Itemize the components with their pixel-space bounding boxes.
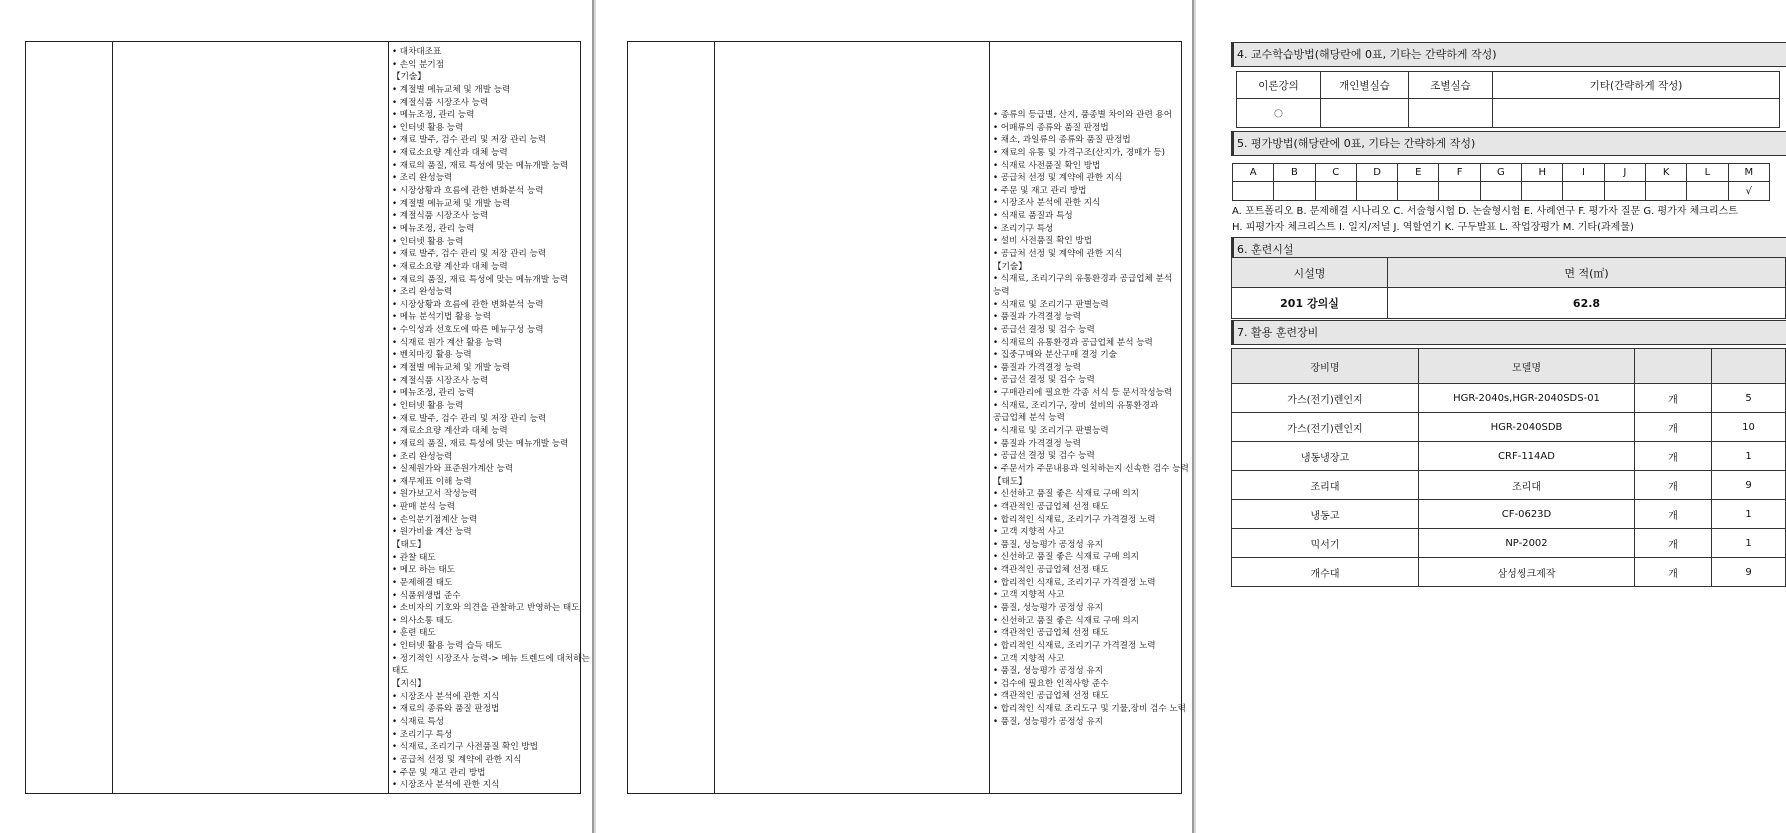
page2-line: • 식재료의 유통환경과 공급업체 분석 능력	[993, 337, 1153, 348]
page1-line: • 훈련 태도	[392, 628, 436, 639]
evaluation-letter-cell: D	[1356, 164, 1397, 182]
page1-line: • 시장상황과 흐름에 관한 변화분석 능력	[392, 299, 544, 310]
evaluation-mark-cell: √	[1728, 182, 1769, 201]
facility-area-cell: 62.8	[1388, 288, 1786, 319]
page-gutter-2	[1192, 0, 1196, 833]
page2-line: • 시장조사 분석에 관한 지식	[993, 198, 1101, 209]
page1-line: • 식품위생법 준수	[392, 590, 461, 601]
evaluation-legend-line-2: H. 피평가자 체크리스트 I. 일지/저널 J. 역할연기 K. 구두발표 L. 작업장평가 M. 기타(과제물)	[1232, 222, 1634, 233]
equipment-row	[1232, 413, 1786, 442]
page1-line: 【지식】	[392, 679, 426, 690]
page1-table	[25, 41, 590, 794]
page1-line: • 식재료, 조리기구 사전품질 확인 방법	[392, 742, 538, 753]
page2-line: • 구매관리에 필요한 각종 서식 등 문서작성능력	[993, 388, 1173, 399]
page2-line: • 어패류의 종류와 품질 판정법	[993, 122, 1109, 133]
equipment-model-cell: HGR-2040s,HGR-2040SDS-01	[1419, 384, 1635, 413]
page2-line: • 신선하고 품질 좋은 식재료 구매 의지	[993, 489, 1139, 500]
evaluation-letter-cell: C	[1315, 164, 1356, 182]
page2-line: 【기술】	[993, 261, 1027, 272]
page2-line: • 주문서가 주문내용과 일치하는지 신속한 검수 능력	[993, 463, 1189, 474]
page2-line: • 객관적인 공급업체 선정 태도	[993, 565, 1109, 576]
page1-line: • 조리 완성능력	[392, 287, 453, 298]
equipment-header-name: 장비명	[1232, 349, 1419, 384]
page2-line: • 주문 및 재고 관리 방법	[993, 185, 1087, 196]
equipment-row	[1232, 529, 1786, 558]
equipment-qty-cell: 1	[1712, 442, 1786, 471]
evaluation-letter-cell: E	[1398, 164, 1439, 182]
page2-line: • 품질과 가격결정 능력	[993, 362, 1081, 373]
equipment-qty-cell: 5	[1712, 384, 1786, 413]
equipment-row	[1232, 558, 1786, 587]
equipment-model-cell: NP-2002	[1419, 529, 1635, 558]
evaluation-letter-cell: M	[1728, 164, 1769, 182]
page2-line: • 품질, 성능평가 공정성 유지	[993, 716, 1104, 727]
equipment-model-cell: HGR-2040SDB	[1419, 413, 1635, 442]
page2-table	[627, 41, 1189, 794]
evaluation-letter-cell: B	[1274, 164, 1315, 182]
equipment-header-unit	[1635, 349, 1712, 384]
section5-title-text: 5. 평가방법(해당란에 0표, 기타는 간략하게 작성)	[1237, 137, 1476, 150]
equipment-qty-cell: 10	[1712, 413, 1786, 442]
page1-line: • 계절식품 시장조사 능력	[392, 97, 489, 108]
page2-line: • 고객 지향적 사고	[993, 653, 1065, 664]
page1-line: • 재료소요량 계산과 대체 능력	[392, 261, 508, 272]
page1-line: • 계절별 메뉴교체 및 개발 능력	[392, 84, 511, 95]
page2-line: • 식재료, 조리기구의 유통환경과 공급업체 분석	[993, 274, 1173, 285]
evaluation-letter-cell: G	[1480, 164, 1521, 182]
page1-line: • 조리 완성능력	[392, 173, 453, 184]
equipment-qty-cell: 1	[1712, 500, 1786, 529]
method-mark-other	[1493, 99, 1780, 128]
teaching-method-table	[1236, 71, 1780, 128]
page1-line: • 주문 및 재고 관리 방법	[392, 767, 486, 778]
method-mark-lecture: ○	[1237, 99, 1321, 128]
evaluation-mark-cell	[1356, 182, 1397, 201]
evaluation-mark-cell	[1480, 182, 1521, 201]
method-mark-individual	[1321, 99, 1409, 128]
evaluation-mark-cell	[1439, 182, 1480, 201]
page1-line: • 재료의 품질, 재료 특성에 맞는 메뉴개발 능력	[392, 160, 569, 171]
page1-line: • 재료 발주, 검수 관리 및 저장 관리 능력	[392, 135, 547, 146]
page1-line: • 조리 완성능력	[392, 451, 453, 462]
page2-line: • 품질과 가격결정 능력	[993, 312, 1081, 323]
page2-line: • 품질, 성능평가 공정성 유지	[993, 666, 1104, 677]
evaluation-mark-cell	[1604, 182, 1645, 201]
page2-line: • 재료의 유통 및 가격구조(산지가, 경매가 등)	[993, 147, 1166, 158]
evaluation-mark-cell	[1315, 182, 1356, 201]
page2-col-divider-1	[714, 42, 715, 793]
page1-line: • 계절별 메뉴교체 및 개발 능력	[392, 198, 511, 209]
equipment-row	[1232, 500, 1786, 529]
equipment-model-cell: 조리대	[1419, 471, 1635, 500]
page2-line: 공급업체 분석 능력	[993, 413, 1065, 424]
page1-line: • 수익성과 선호도에 따른 메뉴구성 능력	[392, 325, 544, 336]
page2-line: • 고객 지향적 사고	[993, 590, 1065, 601]
section7-title-text: 7. 활용 훈련장비	[1237, 326, 1319, 339]
equipment-row	[1232, 471, 1786, 500]
page1-line: • 재료소요량 계산과 대체 능력	[392, 148, 508, 159]
page1-line: • 인터넷 활용 능력	[392, 400, 464, 411]
page2-line: • 식재료 및 조리기구 판별능력	[993, 299, 1109, 310]
page1-col-divider-1	[112, 42, 113, 793]
page1-line: 태도	[392, 666, 409, 677]
evaluation-letter-cell: K	[1645, 164, 1686, 182]
page2-line: • 합리적인 식재료, 조리기구 가격결정 노력	[993, 577, 1156, 588]
facility-header-area: 면 적(㎡)	[1388, 258, 1786, 288]
page1-line: • 시장조사 분석에 관한 지식	[392, 780, 500, 791]
page2-line: 【태도】	[993, 476, 1027, 487]
page1-line: • 대차대조표	[392, 47, 442, 57]
equipment-row	[1232, 384, 1786, 413]
page2-line: 능력	[993, 286, 1010, 297]
evaluation-letter-cell: A	[1233, 164, 1274, 182]
section4-title-text: 4. 교수학습방법(해당란에 0표, 기타는 간략하게 작성)	[1237, 48, 1497, 61]
page1-line: • 메뉴조정, 관리 능력	[392, 110, 475, 121]
facility-header-name: 시설명	[1232, 258, 1388, 288]
equipment-header-model: 모델명	[1419, 349, 1635, 384]
page1-line: 【태도】	[392, 539, 426, 550]
page2-line: • 합리적인 식재료 조리도구 및 기물,장비 검수 노력	[993, 704, 1186, 715]
method-header-other: 기타(간략하게 작성)	[1493, 72, 1780, 99]
page2-line: • 식재료 사전품질 확인 방법	[993, 160, 1101, 171]
page2-line: • 신선하고 품질 좋은 식재료 구매 의지	[993, 552, 1139, 563]
page1-line: • 계절식품 시장조사 능력	[392, 375, 489, 386]
page1-line: • 손익분기점계산 능력	[392, 514, 478, 525]
page2-line: • 품질과 가격결정 능력	[993, 438, 1081, 449]
page1-line: • 원가비율 계산 능력	[392, 527, 472, 538]
page1-line: • 재무제표 이해 능력	[392, 476, 472, 487]
page2-line: • 공급선 결정 및 검수 능력	[993, 324, 1095, 335]
equipment-model-cell: CRF-114AD	[1419, 442, 1635, 471]
section4-title	[1231, 42, 1786, 67]
page2-line: • 공급처 선정 및 계약에 관한 지식	[993, 173, 1123, 184]
page2-line: • 설비 사전품질 확인 방법	[993, 236, 1093, 247]
evaluation-letter-cell: L	[1687, 164, 1728, 182]
page2-line: • 조리기구 특성	[993, 223, 1054, 234]
equipment-unit-cell: 개	[1635, 413, 1712, 442]
page1-line: • 재료 발주, 검수 관리 및 저장 관리 능력	[392, 413, 547, 424]
page2-line: • 품질, 성능평가 공정성 유지	[993, 602, 1104, 613]
page2-line: • 식재료 품질과 특성	[993, 211, 1073, 222]
page1-line: • 정기적인 시장조사 능력-> 메뉴 트렌드에 대처하는	[392, 653, 590, 664]
equipment-name-cell: 가스(전기)렌인지	[1232, 384, 1419, 413]
page1-line: • 메뉴 분석기법 활용 능력	[392, 312, 492, 323]
page2-content-list	[993, 109, 1189, 728]
evaluation-letter-cell: F	[1439, 164, 1480, 182]
equipment-model-cell: 삼성씽크제작	[1419, 558, 1635, 587]
page1-line: • 재료의 품질, 재료 특성에 맞는 메뉴개발 능력	[392, 274, 569, 285]
page1-line: • 손익 분기점	[392, 59, 445, 70]
evaluation-legend-line-1: A. 포트폴리오 B. 문제해결 시나리오 C. 서술형시험 D. 논술형시험 E. 사례연구 F. 평가자 질문 G. 평가자 체크리스트	[1232, 206, 1738, 217]
equipment-unit-cell: 개	[1635, 442, 1712, 471]
facility-table	[1231, 257, 1786, 319]
equipment-row	[1232, 442, 1786, 471]
section7-title	[1231, 320, 1786, 345]
evaluation-method-table	[1232, 163, 1770, 201]
method-header-group: 조별실습	[1409, 72, 1493, 99]
page1-line: • 시장조사 분석에 관한 지식	[392, 691, 500, 702]
page1-line: • 메뉴조정, 관리 능력	[392, 388, 475, 399]
page1-line: • 재료소요량 계산과 대체 능력	[392, 426, 508, 437]
page2-col-divider-2	[989, 42, 990, 793]
page1-line: • 식재료 특성	[392, 716, 445, 727]
page2-line: • 합리적인 식재료, 조리기구 가격결정 노력	[993, 514, 1156, 525]
evaluation-mark-cell	[1645, 182, 1686, 201]
evaluation-mark-cell	[1274, 182, 1315, 201]
evaluation-letter-cell: I	[1563, 164, 1604, 182]
facility-name-cell: 201 강의실	[1232, 288, 1388, 319]
page1-line: • 인터넷 활용 능력	[392, 236, 464, 247]
equipment-qty-cell: 9	[1712, 558, 1786, 587]
page1-col-divider-2	[388, 42, 389, 793]
page1-line: • 재료의 품질, 재료 특성에 맞는 메뉴개발 능력	[392, 438, 569, 449]
equipment-name-cell: 믹서기	[1232, 529, 1419, 558]
evaluation-letter-cell: J	[1604, 164, 1645, 182]
section5-title	[1231, 131, 1786, 156]
page2-line: • 신선하고 품질 좋은 식재료 구매 의지	[993, 615, 1139, 626]
evaluation-mark-cell	[1233, 182, 1274, 201]
evaluation-mark-cell	[1687, 182, 1728, 201]
equipment-name-cell: 조리대	[1232, 471, 1419, 500]
equipment-unit-cell: 개	[1635, 384, 1712, 413]
page1-line: • 공급처 선정 및 계약에 관한 지식	[392, 754, 522, 765]
evaluation-mark-cell	[1522, 182, 1563, 201]
equipment-qty-cell: 9	[1712, 471, 1786, 500]
page1-line: • 인터넷 활용 능력	[392, 122, 464, 133]
page1-line: • 인터넷 활용 능력 습득 태도	[392, 641, 503, 652]
page2-line: • 종류의 등급별, 산지, 품종별 차이와 관련 용어	[993, 110, 1173, 120]
page1-line: • 식재료 원가 계산 활용 능력	[392, 337, 503, 348]
page1-line: • 메모 하는 태도	[392, 565, 456, 576]
equipment-name-cell: 냉동냉장고	[1232, 442, 1419, 471]
page1-line: • 판매 분석 능력	[392, 502, 456, 513]
page-gutter-1	[592, 0, 596, 833]
equipment-header-qty	[1712, 349, 1786, 384]
page2-line: • 공급처 선정 및 계약에 관한 지식	[993, 249, 1123, 260]
equipment-model-cell: CF-0623D	[1419, 500, 1635, 529]
method-header-individual: 개인별실습	[1321, 72, 1409, 99]
page2-line: • 식재료, 조리기구, 장비 설비의 유통환경과	[993, 400, 1159, 411]
equipment-unit-cell: 개	[1635, 471, 1712, 500]
equipment-unit-cell: 개	[1635, 558, 1712, 587]
evaluation-mark-cell	[1563, 182, 1604, 201]
page2-line: • 객관적인 공급업체 선정 태도	[993, 501, 1109, 512]
page1-line: • 계절별 메뉴교체 및 개발 능력	[392, 363, 511, 374]
method-header-lecture: 이론강의	[1237, 72, 1321, 99]
page1-line: • 소비자의 기호와 의견을 관찰하고 반영하는 태도	[392, 603, 580, 614]
page1-line: • 원가보고서 작성능력	[392, 489, 478, 500]
page1-line: • 실제원가와 표준원가계산 능력	[392, 464, 514, 475]
equipment-table	[1231, 348, 1786, 587]
method-mark-group	[1409, 99, 1493, 128]
page1-line: • 문제해결 태도	[392, 577, 453, 588]
page1-line: • 의사소통 태도	[392, 615, 453, 626]
page2-line: • 채소, 과일류의 종류와 품질 판정법	[993, 135, 1131, 146]
page2-line: • 고객 지향적 사고	[993, 527, 1065, 538]
page1-content-list	[392, 46, 590, 792]
page2-line: • 공급선 결정 및 검수 능력	[993, 451, 1095, 462]
page2-line: • 품질, 성능평가 공정성 유지	[993, 539, 1104, 550]
page1-line: • 조리기구 특성	[392, 729, 453, 740]
page1-line: • 벤치마킹 활용 능력	[392, 350, 472, 361]
page2-line: • 검수에 필요한 인적사항 준수	[993, 678, 1109, 689]
page2-line: • 객관적인 공급업체 선정 태도	[993, 628, 1109, 639]
page2-line: • 식재료 및 조리기구 판별능력	[993, 426, 1109, 437]
section6-title-text: 6. 훈련시설	[1237, 243, 1294, 256]
page2-line: • 합리적인 식재료, 조리기구 가격결정 노력	[993, 640, 1156, 651]
equipment-name-cell: 개수대	[1232, 558, 1419, 587]
equipment-name-cell: 냉동고	[1232, 500, 1419, 529]
page1-line: • 계절식품 시장조사 능력	[392, 211, 489, 222]
equipment-name-cell: 가스(전기)렌인지	[1232, 413, 1419, 442]
equipment-unit-cell: 개	[1635, 529, 1712, 558]
evaluation-mark-cell	[1398, 182, 1439, 201]
page2-line: • 객관적인 공급업체 선정 태도	[993, 691, 1109, 702]
page1-line: 【기술】	[392, 72, 426, 83]
equipment-unit-cell: 개	[1635, 500, 1712, 529]
page1-line: • 메뉴조정, 관리 능력	[392, 223, 475, 234]
page1-line: • 시장상황과 흐름에 관한 변화분석 능력	[392, 186, 544, 197]
page1-line: • 재료의 종류와 품질 판정법	[392, 704, 500, 715]
equipment-qty-cell: 1	[1712, 529, 1786, 558]
page1-line: • 재료 발주, 검수 관리 및 저장 관리 능력	[392, 249, 547, 260]
page1-line: • 관찰 태도	[392, 552, 436, 563]
evaluation-letter-cell: H	[1522, 164, 1563, 182]
page2-line: • 공급선 결정 및 검수 능력	[993, 375, 1095, 386]
page2-line: • 집중구매와 분산구매 결정 기술	[993, 350, 1117, 361]
